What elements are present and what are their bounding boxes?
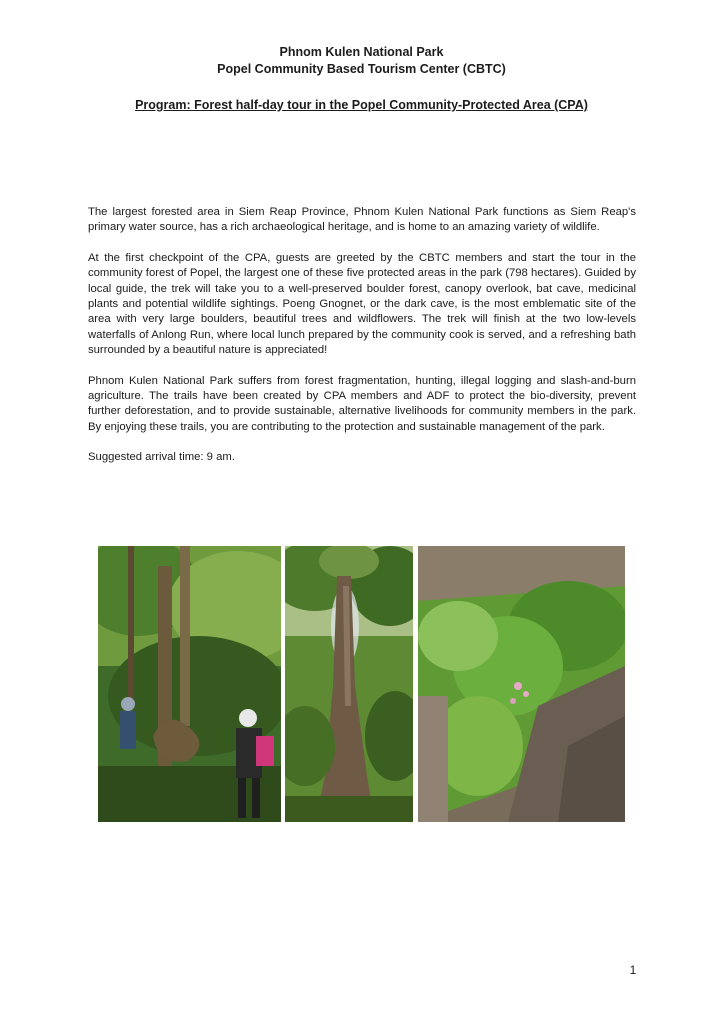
document-header [0,44,723,78]
park-name: Phnom Kulen National Park [279,45,444,59]
photo-tall-tree [285,546,413,822]
page-number: 1 [629,963,637,977]
photo-hikers-forest [98,546,281,822]
paragraph-arrival-time: Suggested arrival time: 9 am. [88,451,235,464]
paragraph-intro: The largest forested area in Siem Reap Province, Phnom Kulen National Park functions as Siem Reap's primary water source, has a rich archaeological heritage, and is home to an amazing variety of wildlife. [88,206,636,234]
center-name: Popel Community Based Tourism Center (CBTC) [217,62,506,76]
program-title: Program: Forest half-day tour in the Popel Community-Protected Area (CPA) [135,98,588,112]
paragraph-tour: At the first checkpoint of the CPA, guests are greeted by the CBTC members and start the tour in the community forest of Popel, the largest one of these five protected areas in the park (798 hectares). Guided by local guide, the trek will take you to a well-preserved boulder forest, canopy overlook, bat cave, medicinal plants and potential wildlife sightings. Poeng Gnognet, or the dark cave, is the most emblematic site of the area with very large boulders, beautiful trees and wildflowers. The trek will finish at the two low-levels waterfalls of Anlong Run, where local lunch prepared by the community cook is served, and a refreshing bath surrounded by a beautiful nature is appreciated! [88,252,636,356]
photo-ferns-boulder [418,546,625,822]
paragraph-conservation: Phnom Kulen National Park suffers from forest fragmentation, hunting, illegal logging and slash-and-burn agriculture. The trails have been created by CPA members and ADF to protect the bio-diversity, prevent further deforestation, and to provide sustainable, alternative livelihoods for community members in the park. By enjoying these trails, you are contributing to the protection and sustainable management of the park. [88,374,636,433]
document-body [88,205,636,481]
